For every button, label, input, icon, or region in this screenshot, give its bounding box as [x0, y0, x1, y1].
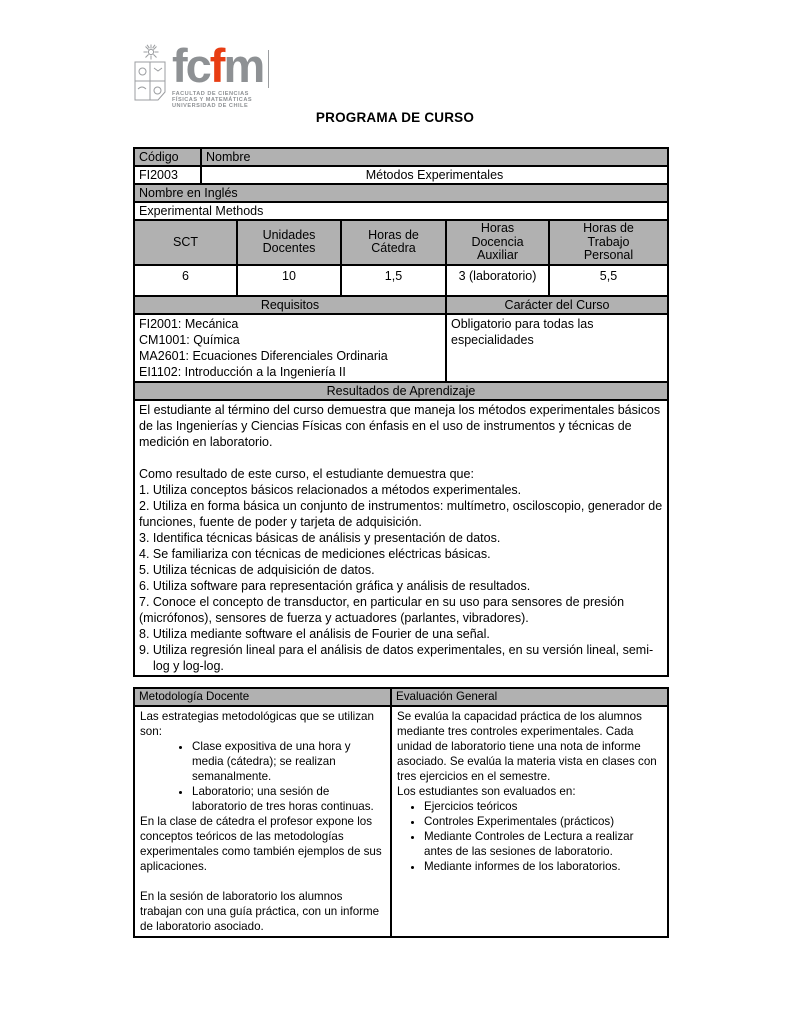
nombre-ingles-value: Experimental Methods — [134, 202, 668, 220]
evaluacion-content — [391, 706, 668, 937]
resultados-intro: El estudiante al término del curso demuestra que maneja los métodos experimentales básicos de las Ingenierías y Ciencias Físicas con énfasis en el uso de instrumentos y técnicas de medición en laboratorio. — [139, 402, 661, 449]
horas-docencia-auxiliar-value: 3 (laboratorio) — [446, 265, 549, 296]
course-info-tables — [133, 147, 667, 677]
codigo-header: Código — [134, 148, 201, 166]
requisito-item: CM1001: Química — [139, 332, 240, 347]
caracter-curso-value: Obligatorio para todas las especialidades — [446, 314, 668, 382]
evaluacion-intro-2: Los estudiantes son evaluados en: — [397, 785, 576, 798]
resultado-item: 9. Utiliza regresión lineal para el análisis de datos experimentales, en su versión lineal, semi-log y log-log. — [139, 642, 654, 673]
metodologia-bullet: • Clase expositiva de una hora y media (cátedra); se realizan semanalmente. — [192, 739, 385, 784]
metodologia-content — [134, 706, 391, 937]
evaluacion-bullet: • Ejercicios teóricos — [424, 799, 662, 814]
spacer — [139, 450, 663, 466]
codigo-value: FI2003 — [134, 166, 201, 184]
fcfm-wordmark — [172, 39, 264, 109]
methodology-evaluation-table — [133, 687, 669, 938]
metodologia-header: Metodología Docente — [134, 688, 391, 706]
fcfm-letter-f-red: f — [209, 39, 224, 92]
requisito-item: MA2601: Ecuaciones Diferenciales Ordinaria — [139, 348, 388, 363]
logo-divider-line — [268, 50, 269, 88]
nombre-value: Métodos Experimentales — [201, 166, 668, 184]
sct-value: 6 — [134, 265, 237, 296]
horas-trabajo-personal-value: 5,5 — [549, 265, 668, 296]
resultado-item: 8. Utiliza mediante software el análisis de Fourier de una señal. — [139, 626, 490, 641]
requisito-item: EI1102: Introducción a la Ingeniería II — [139, 364, 346, 379]
nombre-header: Nombre — [201, 148, 668, 166]
resultado-item: 1. Utiliza conceptos básicos relacionados a métodos experimentales. — [139, 482, 522, 497]
resultado-item: 4. Se familiariza con técnicas de mediciones eléctricas básicas. — [139, 546, 491, 561]
sct-header: SCT — [134, 220, 237, 265]
hours-table — [133, 219, 669, 297]
resultados-subintro: Como resultado de este curso, el estudiante demuestra que: — [139, 466, 474, 481]
resultado-item: 2. Utiliza en forma básica un conjunto de instrumentos: multímetro, osciloscopio, generador de funciones, fuente de poder y tarjeta de adquisición. — [139, 498, 663, 529]
unidades-docentes-value: 10 — [237, 265, 341, 296]
unidades-docentes-header: Unidades Docentes — [237, 220, 341, 265]
faculty-name — [172, 92, 263, 109]
page-title: PROGRAMA DE CURSO — [315, 110, 475, 125]
resultado-item: 6. Utiliza software para representación gráfica y análisis de resultados. — [139, 578, 531, 593]
course-id-table — [133, 147, 669, 221]
fcfm-letter-m: m — [223, 39, 264, 92]
metodologia-bullet: • Laboratorio; una sesión de laboratorio de tres horas continuas. — [192, 784, 385, 814]
resultado-item: 7. Conoce el concepto de transductor, en particular en su uso para sensores de presión (micrófonos), sensores de fuerza y actuadores (parlantes, vibradores). — [139, 594, 625, 625]
fcfm-acronym — [172, 39, 264, 92]
resultados-table — [133, 381, 669, 677]
university-crest-icon — [132, 44, 168, 102]
fcfm-logo — [132, 39, 264, 109]
caracter-curso-header: Carácter del Curso — [446, 296, 668, 314]
evaluacion-paragraph-1: Se evalúa la capacidad práctica de los alumnos mediante tres controles experimentales. Cada unidad de laboratorio tiene una nota de informe asociado. Se evalúa la materia vista en clases con tres ejercicios en el semestre. — [397, 710, 657, 783]
nombre-ingles-header: Nombre en Inglés — [134, 184, 668, 202]
evaluacion-bullet-list — [397, 799, 662, 874]
resultado-item: 5. Utiliza técnicas de adquisición de datos. — [139, 562, 375, 577]
resultados-content — [134, 400, 668, 676]
requisito-item: FI2001: Mecánica — [139, 316, 239, 331]
resultado-item: 3. Identifica técnicas básicas de análisis y presentación de datos. — [139, 530, 501, 545]
evaluacion-bullet: • Mediante Controles de Lectura a realizar antes de las sesiones de laboratorio. — [424, 829, 662, 859]
metodologia-paragraph-1: En la clase de cátedra el profesor expone los conceptos teóricos de las metodologías experimentales como también ejemplos de sus aplicaciones. — [140, 815, 382, 873]
requisitos-header: Requisitos — [134, 296, 446, 314]
requisitos-list — [134, 314, 446, 382]
spacer — [140, 874, 385, 889]
resultados-header: Resultados de Aprendizaje — [134, 382, 668, 400]
horas-docencia-auxiliar-header: Horas Docencia Auxiliar — [446, 220, 549, 265]
metodologia-bullet-list — [140, 739, 385, 814]
metodologia-paragraph-2: En la sesión de laboratorio los alumnos trabajan con una guía práctica, con un informe de laboratorio asociado. — [140, 890, 380, 933]
metodologia-intro: Las estrategias metodológicas que se utilizan son: — [140, 710, 374, 738]
faculty-line-3: UNIVERSIDAD DE CHILE — [172, 102, 249, 109]
evaluacion-bullet: • Mediante informes de los laboratorios. — [424, 859, 662, 874]
faculty-line-2: FÍSICAS Y MATEMÁTICAS — [172, 96, 253, 103]
horas-catedra-value: 1,5 — [341, 265, 446, 296]
requisitos-table — [133, 295, 669, 383]
evaluacion-bullet: • Controles Experimentales (prácticos) — [424, 814, 662, 829]
horas-catedra-header: Horas de Cátedra — [341, 220, 446, 265]
methodology-evaluation-section — [133, 687, 667, 938]
horas-trabajo-personal-header: Horas de Trabajo Personal — [549, 220, 668, 265]
evaluacion-header: Evaluación General — [391, 688, 668, 706]
fcfm-letters-fc: fc — [172, 39, 210, 92]
faculty-line-1: FACULTAD DE CIENCIAS — [172, 91, 249, 97]
